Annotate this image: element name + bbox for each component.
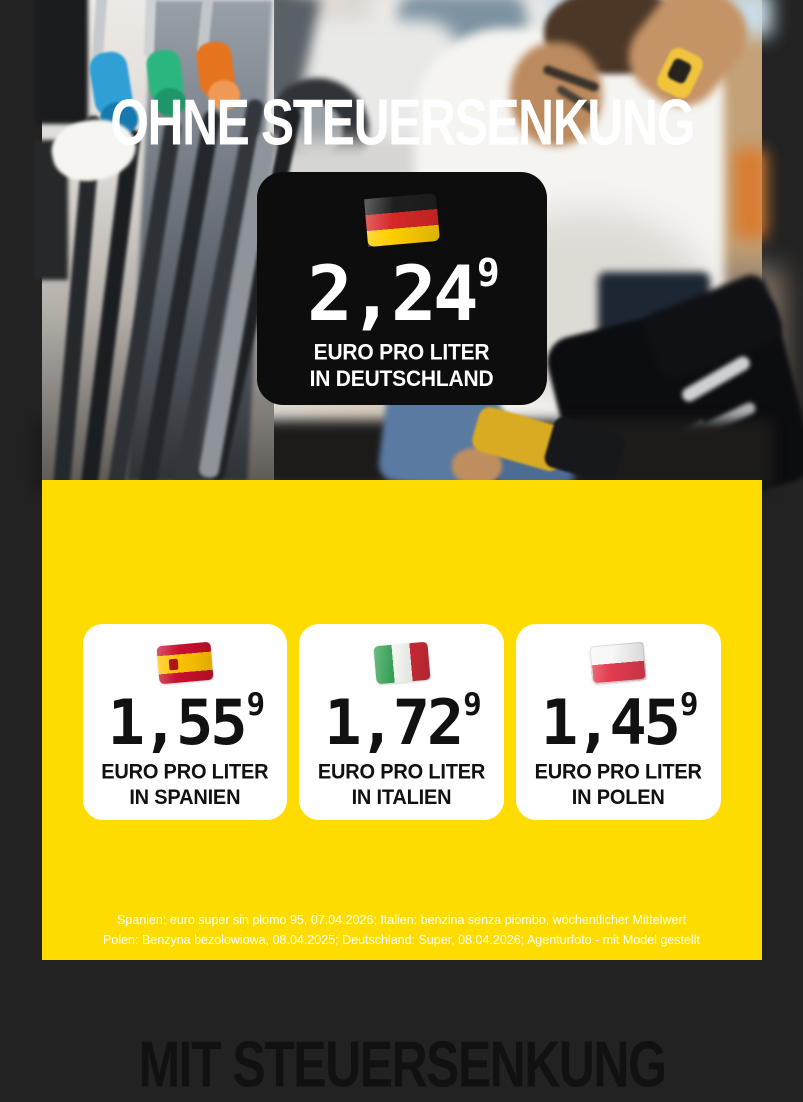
germany-price <box>307 249 496 338</box>
spain-price <box>107 686 263 759</box>
headline-without-tax-cut: OHNE STEUERSENKUNG <box>109 87 694 160</box>
poland-price-card <box>516 624 721 820</box>
italy-price-label <box>318 761 485 811</box>
photo-nozzle-spout <box>143 0 155 56</box>
photo-traffic-cone <box>734 148 766 240</box>
fuel-price-infographic <box>42 0 762 1102</box>
country-price-cards <box>83 624 721 820</box>
price-value: 2,24 <box>307 249 475 338</box>
germany-price-card <box>257 172 547 405</box>
price-country-line: IN ITALIEN <box>351 785 452 809</box>
price-superscript: 9 <box>476 251 496 295</box>
price-value: 1,45 <box>540 686 678 759</box>
price-country-line: IN DEUTSCHLAND <box>309 366 494 392</box>
price-unit-line: EURO PRO LITER <box>317 760 486 784</box>
footnote-line-2: Polen: Benzyna bezolowiowa, 08.04.2025; Deutschland: Super, 08.04.2026; Agenturfoto - mit Model gestellt <box>103 932 700 947</box>
source-footnote <box>42 911 762 950</box>
price-unit-line: EURO PRO LITER <box>534 760 702 784</box>
poland-price-label <box>535 761 702 811</box>
headline-with-tax-cut: MIT STEUERSENKUNG <box>138 1029 665 1102</box>
spain-price-card <box>83 624 288 820</box>
italian-flag-icon <box>373 642 430 685</box>
price-country-line: IN POLEN <box>571 785 665 809</box>
price-superscript: 9 <box>246 687 263 723</box>
price-unit-line: EURO PRO LITER <box>313 340 490 365</box>
spanish-flag-icon <box>156 642 213 685</box>
italy-price-card <box>299 624 504 820</box>
spain-price-label <box>101 761 268 811</box>
polish-flag-icon <box>590 642 647 685</box>
poland-price <box>540 686 696 759</box>
germany-price-label <box>310 341 494 394</box>
tax-cut-section <box>42 480 762 1102</box>
footnote-line-1: Spanien: euro super sin plomo 95, 07.04.2026; Italien: benzina senza piombo, wöchentlicher Mittelwert <box>116 913 687 928</box>
price-unit-line: EURO PRO LITER <box>101 760 269 784</box>
price-value: 1,72 <box>324 686 462 759</box>
italy-price <box>324 686 479 759</box>
price-country-line: IN SPANIEN <box>129 785 241 809</box>
price-superscript: 9 <box>679 687 696 723</box>
price-value: 1,55 <box>107 686 245 759</box>
price-superscript: 9 <box>463 687 479 723</box>
german-flag-icon <box>364 193 440 247</box>
